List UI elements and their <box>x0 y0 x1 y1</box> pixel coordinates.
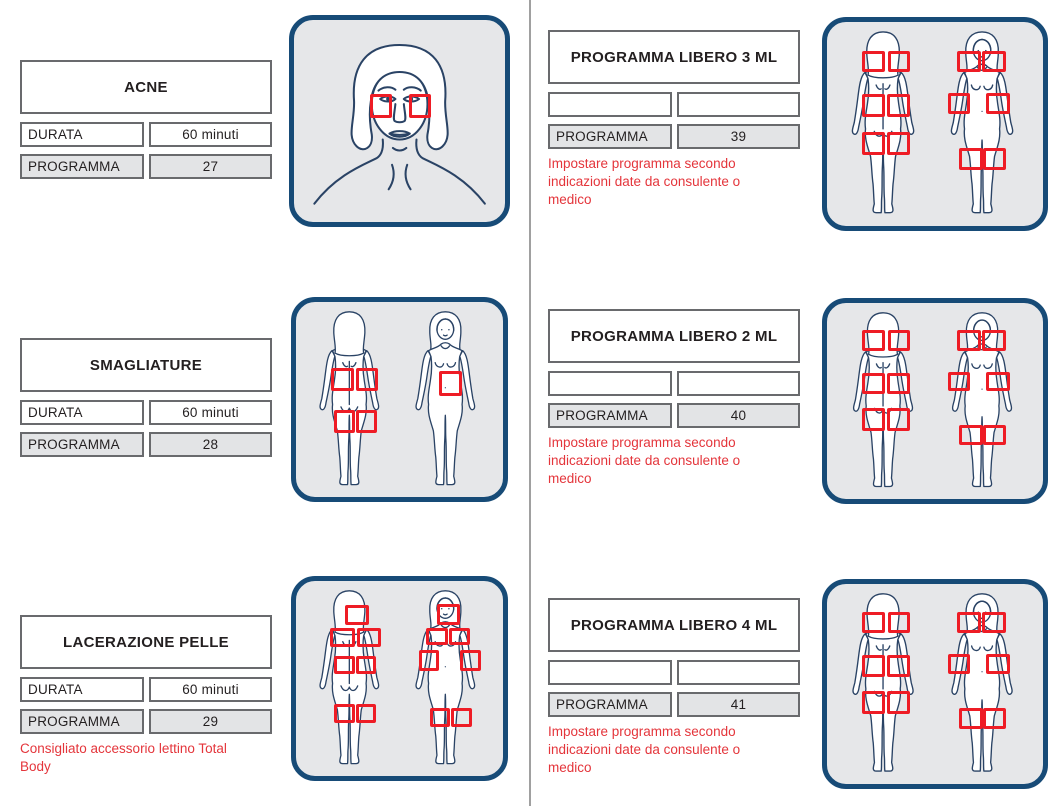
duration-row <box>20 677 272 702</box>
treatment-zone-front-arm-right <box>460 650 481 670</box>
panel-programma-libero-3ml <box>548 30 800 209</box>
treatment-zone-back-waist-left <box>862 373 886 395</box>
program-label-cell: PROGRAMMA <box>20 432 144 457</box>
treatment-zone-front-knee-right <box>983 425 1006 446</box>
panel-programma-libero-4ml <box>548 598 800 777</box>
treatment-zone-back-waist-right <box>356 368 378 390</box>
panel-note: Impostare programma secondo indicazioni date da consulente o medico <box>548 724 741 775</box>
treatment-zone-back-waist-right <box>887 373 910 395</box>
program-row <box>548 124 800 149</box>
panel-title <box>548 309 800 363</box>
treatment-zone-front-knee-left <box>959 425 982 446</box>
treatment-zone-front-shoulder-right <box>982 51 1007 72</box>
treatment-zones-overlay <box>296 302 503 497</box>
treatment-zone-front-knee-left <box>430 708 451 728</box>
treatment-zone-back-waist-right <box>887 655 910 677</box>
panel-title-label: PROGRAMMA LIBERO 2 ML <box>570 327 778 345</box>
program-label-cell: PROGRAMMA <box>548 692 672 717</box>
treatment-zone-back-waist-right <box>887 94 910 116</box>
treatment-zone-right-cheek <box>409 94 431 118</box>
treatment-zone-front-arm-right <box>986 93 1010 113</box>
duration-row <box>20 122 272 147</box>
empty-row <box>548 660 800 685</box>
treatment-zone-left-cheek <box>370 94 392 118</box>
treatment-zone-front-arm-left <box>948 372 970 392</box>
panel-smagliature <box>20 338 272 463</box>
treatment-zone-front-arm-left <box>948 654 970 674</box>
treatment-zone-back-thigh-left <box>862 408 886 431</box>
program-row <box>20 154 272 179</box>
treatment-zone-back-thigh-left <box>862 691 886 714</box>
program-value-cell: 29 <box>149 709 272 734</box>
treatment-zone-front-arm-right <box>986 372 1010 392</box>
treatment-zone-front-knee-right <box>983 708 1006 729</box>
duration-label-cell: DURATA <box>20 400 144 425</box>
panel-title-label: ACNE <box>124 78 168 96</box>
treatment-zone-back-thigh-right <box>887 132 910 155</box>
treatment-zone-back-neck <box>345 605 370 625</box>
treatment-zone-back-thigh-left <box>334 704 355 724</box>
treatment-zone-back-shoulder-left <box>862 51 886 72</box>
panel-title-label: LACERAZIONE PELLE <box>63 633 229 651</box>
treatment-zone-front-chest-right <box>449 628 471 646</box>
treatment-zones-overlay <box>827 303 1043 499</box>
panel-title <box>20 338 272 392</box>
program-label-cell: PROGRAMMA <box>548 403 672 428</box>
treatment-zone-front-arm-right <box>986 654 1010 674</box>
panel-acne <box>20 60 272 185</box>
treatment-zone-back-waist-left <box>331 368 354 390</box>
treatment-zones-overlay <box>827 584 1043 784</box>
duration-value-cell: 60 minuti <box>149 677 272 702</box>
program-row <box>20 432 272 457</box>
treatment-zone-back-shoulder-right <box>888 330 910 351</box>
duration-value-cell: 60 minuti <box>149 400 272 425</box>
treatment-zone-front-knee-left <box>959 708 982 729</box>
treatment-zones-overlay <box>296 581 503 776</box>
treatment-zone-front-abdomen <box>439 371 462 395</box>
program-label-cell: PROGRAMMA <box>548 124 672 149</box>
empty-row <box>548 371 800 396</box>
panel-note: Consigliato accessorio lettino Total Body <box>20 741 227 774</box>
illustration-smagliature <box>291 297 508 502</box>
empty-value-cell <box>677 92 800 117</box>
treatment-zone-front-knee-right <box>451 708 471 728</box>
panel-title <box>548 30 800 84</box>
duration-label-cell: DURATA <box>20 677 144 702</box>
illustration-lacerazione-pelle <box>291 576 508 781</box>
treatment-zone-front-shoulder-left <box>957 612 980 633</box>
treatment-zone-back-thigh-right <box>356 410 377 432</box>
program-value-cell: 28 <box>149 432 272 457</box>
panel-title <box>548 598 800 652</box>
panel-note: Impostare programma secondo indicazioni date da consulente o medico <box>548 156 741 207</box>
treatment-zone-back-shoulder-right <box>888 51 910 72</box>
empty-label-cell <box>548 660 672 685</box>
column-divider <box>529 0 531 806</box>
treatment-zone-front-shoulder-right <box>982 330 1007 351</box>
panel-title <box>20 60 272 114</box>
empty-value-cell <box>677 660 800 685</box>
program-row <box>548 403 800 428</box>
treatment-zone-front-arm-left <box>419 650 439 670</box>
empty-value-cell <box>677 371 800 396</box>
treatment-zone-front-chest-left <box>426 628 448 646</box>
illustration-programma-libero-3ml <box>822 17 1048 231</box>
treatment-zones-overlay <box>294 20 505 222</box>
program-value-cell: 27 <box>149 154 272 179</box>
treatment-zone-back-waist-right <box>356 656 376 674</box>
treatment-zone-back-waist-left <box>862 94 886 116</box>
duration-label-cell: DURATA <box>20 122 144 147</box>
treatment-zone-front-shoulder-left <box>957 330 980 351</box>
treatment-zone-back-shoulder-left <box>862 612 886 633</box>
program-label-cell: PROGRAMMA <box>20 709 144 734</box>
treatment-zone-back-thigh-left <box>862 132 886 155</box>
panel-note: Impostare programma secondo indicazioni date da consulente o medico <box>548 435 741 486</box>
treatment-zone-front-shoulder-left <box>957 51 980 72</box>
panel-title-label: SMAGLIATURE <box>89 356 203 374</box>
program-value-cell: 40 <box>677 403 800 428</box>
program-value-cell: 39 <box>677 124 800 149</box>
treatment-zone-back-shoulder-right <box>357 628 381 648</box>
panel-title <box>20 615 272 669</box>
duration-row <box>20 400 272 425</box>
treatment-zones-overlay <box>827 22 1043 226</box>
treatment-zone-front-knee-left <box>959 148 982 169</box>
program-label-cell: PROGRAMMA <box>20 154 144 179</box>
illustration-programma-libero-2ml <box>822 298 1048 504</box>
duration-value-cell: 60 minuti <box>149 122 272 147</box>
treatment-zone-front-knee-right <box>983 148 1006 169</box>
program-row <box>548 692 800 717</box>
treatment-zone-front-arm-left <box>948 93 970 113</box>
treatment-zone-back-waist-left <box>334 656 355 674</box>
panel-lacerazione-pelle <box>20 615 272 776</box>
illustration-acne <box>289 15 510 227</box>
empty-label-cell <box>548 92 672 117</box>
illustration-programma-libero-4ml <box>822 579 1048 789</box>
empty-label-cell <box>548 371 672 396</box>
treatment-zone-back-thigh-right <box>887 691 910 714</box>
treatment-zone-back-waist-left <box>862 655 886 677</box>
treatment-zone-back-thigh-left <box>334 410 355 432</box>
treatment-zone-back-shoulder-left <box>330 628 355 648</box>
treatment-zone-back-shoulder-right <box>888 612 910 633</box>
program-value-cell: 41 <box>677 692 800 717</box>
empty-row <box>548 92 800 117</box>
panel-title-label: PROGRAMMA LIBERO 3 ML <box>570 48 778 66</box>
panel-programma-libero-2ml <box>548 309 800 488</box>
treatment-zone-front-neck <box>437 604 460 624</box>
panel-title-label: PROGRAMMA LIBERO 4 ML <box>570 616 778 634</box>
treatment-zone-front-shoulder-right <box>982 612 1007 633</box>
treatment-zone-back-thigh-right <box>356 704 376 724</box>
treatment-zone-back-shoulder-left <box>862 330 886 351</box>
treatment-zone-back-thigh-right <box>887 408 910 431</box>
program-row <box>20 709 272 734</box>
